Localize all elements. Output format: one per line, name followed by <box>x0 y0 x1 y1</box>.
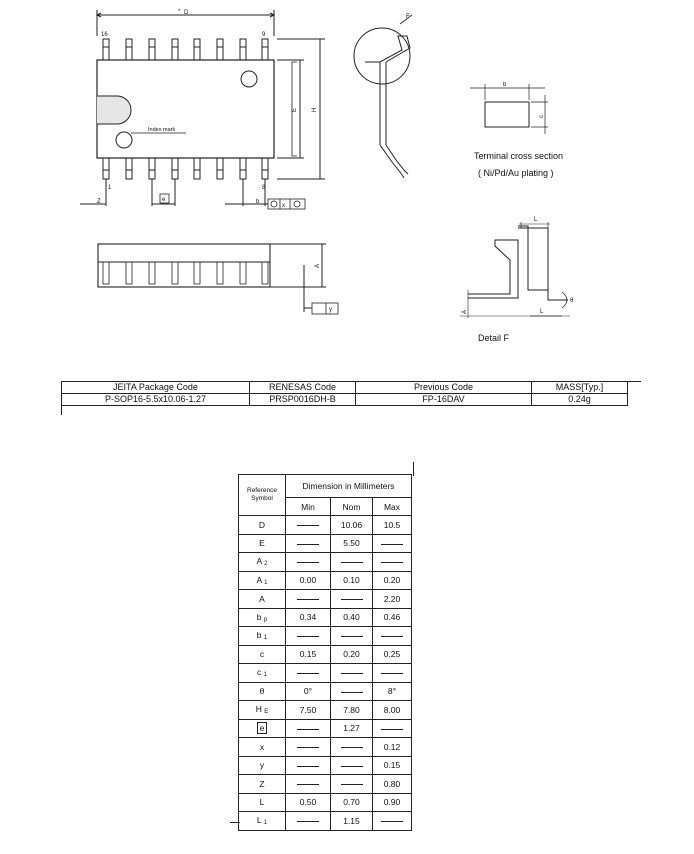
max-value: 8.00 <box>373 701 412 720</box>
dash-mark <box>381 544 403 545</box>
dash-mark <box>297 636 319 637</box>
table-row <box>239 516 412 535</box>
max-empty <box>373 627 412 646</box>
symbol-subscript: 2 <box>264 561 268 568</box>
tol-x-label: x <box>282 203 285 209</box>
symbol-cell <box>239 534 286 553</box>
symbol-text: H <box>255 704 262 715</box>
terminal-bp-label: b <box>503 82 507 88</box>
max-value: 0.25 <box>373 645 412 664</box>
top-pins <box>103 39 268 60</box>
table-row <box>239 682 412 701</box>
jeita-header: JEITA Package Code <box>62 382 250 394</box>
max-value: 0.20 <box>373 571 412 590</box>
jeita-value: P-SOP16-5.5x10.06-1.27 <box>62 394 250 406</box>
renesas-header: RENESAS Code <box>250 382 356 394</box>
max-value: 0.80 <box>373 775 412 794</box>
table-row <box>239 645 412 664</box>
dash-mark <box>381 636 403 637</box>
dash-mark <box>297 562 319 563</box>
dimension-rows <box>239 516 412 831</box>
min-value: 0.00 <box>286 571 331 590</box>
symbol-text: Z <box>259 778 265 789</box>
table-rule <box>413 462 414 476</box>
max-value: 0.46 <box>373 608 412 627</box>
pin-16-label: 16 <box>101 32 108 38</box>
detail-f-callout: F <box>406 14 410 20</box>
dimension-table <box>238 474 412 831</box>
symbol-text: L <box>256 815 262 826</box>
previous-header: Previous Code <box>356 382 532 394</box>
symbol-text: c <box>259 649 265 660</box>
nom-header: Nom <box>331 498 373 516</box>
table-row <box>239 664 412 683</box>
min-empty <box>286 590 331 609</box>
dim-z-label: Z <box>97 199 101 205</box>
detail-f-label: Detail F <box>478 333 510 343</box>
dash-mark <box>381 729 403 730</box>
max-value: 0.90 <box>373 793 412 812</box>
symbol-subscript: 1 <box>264 579 268 586</box>
table-row <box>239 571 412 590</box>
dash-mark <box>297 821 319 822</box>
nom-value: 1.27 <box>331 719 373 738</box>
min-empty <box>286 719 331 738</box>
symbol-text: b <box>256 611 262 622</box>
max-value: 0.12 <box>373 738 412 757</box>
pin-1-label: 1 <box>108 185 112 191</box>
dash-mark <box>341 562 363 563</box>
symbol-cell <box>239 738 286 757</box>
max-value: 10.5 <box>373 516 412 535</box>
symbol-text: A <box>259 593 265 604</box>
symbol-cell <box>239 571 286 590</box>
table-row <box>239 719 412 738</box>
position-tolerance-frame <box>268 199 305 209</box>
max-empty <box>373 534 412 553</box>
terminal-title: Terminal cross section <box>474 151 564 161</box>
dash-mark <box>297 766 319 767</box>
dim-he-label: H <box>312 107 318 112</box>
nom-empty <box>331 627 373 646</box>
package-table-header <box>62 382 628 394</box>
symbol-subscript: E <box>264 709 269 716</box>
symbol-cell <box>239 553 286 572</box>
table-row <box>239 534 412 553</box>
dim-d-label: D <box>184 10 189 16</box>
symbol-cell <box>239 590 286 609</box>
renesas-value: PRSP0016DH-B <box>250 394 356 406</box>
dash-mark <box>381 562 403 563</box>
mass-value: 0.24g <box>532 394 628 406</box>
nom-empty <box>331 775 373 794</box>
table-row <box>239 590 412 609</box>
dim-a-label: A <box>315 263 321 268</box>
package-table-row <box>62 394 628 406</box>
table-rule <box>628 381 641 382</box>
index-mark-label: Index mark <box>148 127 176 133</box>
symbol-text: E <box>259 538 265 549</box>
ref-header-line1: Reference <box>247 487 277 494</box>
min-empty <box>286 812 331 831</box>
nom-empty <box>331 738 373 757</box>
symbol-cell <box>239 608 286 627</box>
side-view-body <box>98 244 270 287</box>
dash-mark <box>381 673 403 674</box>
table-rule <box>61 406 62 415</box>
nom-value: 0.10 <box>331 571 373 590</box>
ref-header-line2: Symbol <box>251 495 273 502</box>
dash-mark <box>297 729 319 730</box>
dim-l1-label: L <box>534 217 538 223</box>
min-value: 0.34 <box>286 608 331 627</box>
nom-value: 0.70 <box>331 793 373 812</box>
symbol-subscript: 1 <box>263 635 268 642</box>
terminal-section <box>485 102 529 127</box>
symbol-cell <box>239 516 286 535</box>
flatness-frame <box>312 303 338 314</box>
dash-mark <box>297 784 319 785</box>
min-value: 0.50 <box>286 793 331 812</box>
symbol-cell <box>239 719 286 738</box>
dash-mark <box>341 766 363 767</box>
min-empty <box>286 627 331 646</box>
max-value: 8° <box>373 682 412 701</box>
previous-value: FP-16DAV <box>356 394 532 406</box>
table-row <box>239 775 412 794</box>
dash-mark <box>297 599 319 600</box>
min-value: 7.50 <box>286 701 331 720</box>
dash-mark <box>341 673 363 674</box>
index-circle <box>241 71 257 87</box>
dash-mark <box>341 692 363 693</box>
min-empty <box>286 775 331 794</box>
nom-empty <box>331 756 373 775</box>
symbol-cell <box>239 793 286 812</box>
symbol-subscript: 1 <box>263 672 267 679</box>
dim-e-label: e <box>162 197 166 203</box>
nom-empty <box>331 682 373 701</box>
package-code-table <box>61 381 628 406</box>
dash-mark <box>341 636 363 637</box>
table-rule <box>230 822 240 823</box>
nom-value: 10.06 <box>331 516 373 535</box>
pin-9-label: 9 <box>262 32 266 38</box>
tol-y-label: y <box>329 307 332 313</box>
max-value: 0.15 <box>373 756 412 775</box>
dash-mark <box>297 544 319 545</box>
nom-value: 5.50 <box>331 534 373 553</box>
dash-mark <box>381 821 403 822</box>
table-row <box>239 701 412 720</box>
bottom-pins <box>103 158 268 179</box>
min-empty <box>286 756 331 775</box>
min-empty <box>286 534 331 553</box>
reference-symbol-header <box>239 475 286 516</box>
table-row <box>239 793 412 812</box>
symbol-subscript: 1 <box>263 820 268 827</box>
nom-value: 0.40 <box>331 608 373 627</box>
max-value: 2.20 <box>373 590 412 609</box>
table-row <box>239 812 412 831</box>
table-row <box>239 627 412 646</box>
notch <box>97 96 131 124</box>
dash-mark <box>341 599 363 600</box>
dash-mark <box>341 784 363 785</box>
symbol-text: b <box>256 630 262 641</box>
index-mark-circle <box>116 132 132 148</box>
symbol-cell <box>239 812 286 831</box>
dim-l-label: L <box>540 309 544 315</box>
symbol-text: A <box>256 556 262 567</box>
min-empty <box>286 738 331 757</box>
symbol-text: c <box>257 667 262 678</box>
nom-value: 7.80 <box>331 701 373 720</box>
dim-a1-label: A <box>462 309 468 314</box>
mass-header: MASS[Typ.] <box>532 382 628 394</box>
min-empty <box>286 664 331 683</box>
terminal-plating: ( Ni/Pd/Au plating ) <box>478 168 554 178</box>
nom-empty <box>331 590 373 609</box>
symbol-text: y <box>259 760 265 771</box>
nom-value: 0.20 <box>331 645 373 664</box>
note-star: * <box>178 9 181 15</box>
package-drawing <box>0 0 694 370</box>
symbol-cell <box>239 664 286 683</box>
max-empty <box>373 812 412 831</box>
symbol-cell <box>239 756 286 775</box>
symbol-cell <box>239 627 286 646</box>
symbol-text: θ <box>259 686 265 697</box>
table-row <box>239 553 412 572</box>
symbol-text: D <box>258 519 266 530</box>
min-empty <box>286 553 331 572</box>
symbol-text: A <box>256 574 262 585</box>
table-row <box>239 738 412 757</box>
symbol-text: L <box>259 797 265 808</box>
table-row <box>239 756 412 775</box>
min-value: 0.15 <box>286 645 331 664</box>
table-row <box>239 608 412 627</box>
max-empty <box>373 664 412 683</box>
min-empty <box>286 516 331 535</box>
nom-value: 1.15 <box>331 812 373 831</box>
nom-empty <box>331 664 373 683</box>
dash-mark <box>297 525 319 526</box>
terminal-c-label: c <box>539 115 545 118</box>
dim-bp-label: b <box>256 199 260 205</box>
symbol-text: x <box>259 741 265 752</box>
dim-e-body-label: E <box>292 107 298 112</box>
pin-8-label: 8 <box>262 185 266 191</box>
symbol-cell <box>239 645 286 664</box>
symbol-cell <box>239 682 286 701</box>
dash-mark <box>297 673 319 674</box>
min-value: 0° <box>286 682 331 701</box>
nom-empty <box>331 553 373 572</box>
dash-mark <box>297 747 319 748</box>
dimension-header: Dimension in Millimeters <box>286 475 412 498</box>
max-header: Max <box>373 498 412 516</box>
min-header: Min <box>286 498 331 516</box>
dash-mark <box>341 747 363 748</box>
symbol-subscript: p <box>263 616 268 623</box>
symbol-cell <box>239 775 286 794</box>
max-empty <box>373 553 412 572</box>
theta-label: θ <box>570 298 574 304</box>
symbol-cell <box>239 701 286 720</box>
symbol-text: e <box>259 723 265 734</box>
max-empty <box>373 719 412 738</box>
